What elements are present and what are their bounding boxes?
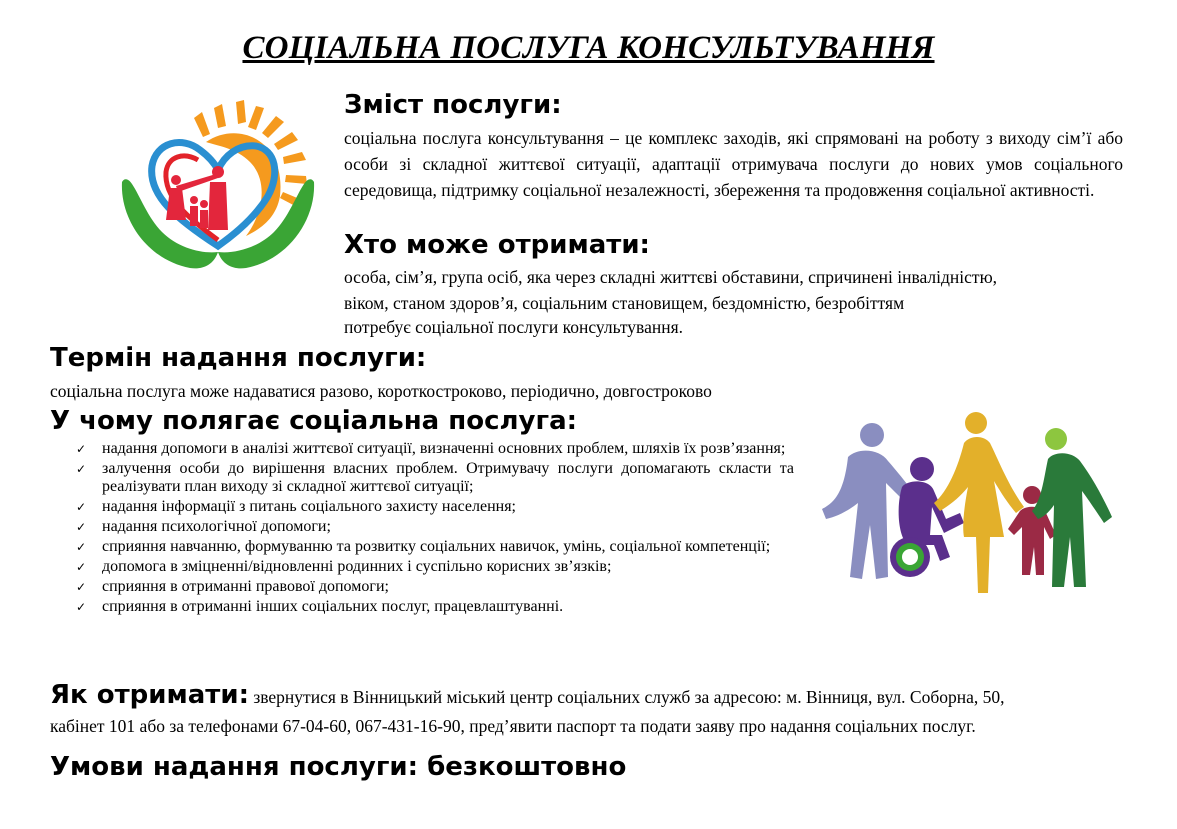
check-mark-icon: ✓ (76, 600, 87, 614)
list-item: ✓ сприяння в отриманні правової допомоги; (76, 578, 389, 595)
conditions-heading: Умови надання послуги: безкоштовно (50, 752, 627, 782)
who-heading: Хто може отримати: (344, 230, 650, 260)
check-mark-icon: ✓ (76, 580, 87, 594)
check-mark-icon: ✓ (76, 520, 87, 534)
list-item: ✓ надання допомоги в аналізі життєвої ситуації, визначенні основних проблем, шляхів їх розв’язання; (76, 440, 786, 457)
content-heading: Зміст послуги: (344, 90, 562, 120)
check-mark-icon: ✓ (76, 442, 87, 456)
term-text: соціальна послуга може надаватися разово, короткостроково, періодично, довгостроково (50, 381, 712, 401)
wheelchair-person (890, 457, 964, 577)
list-item: ✓ сприяння навчанню, формуванню та розвитку соціальних навичок, умінь, соціальної компетенції; (76, 538, 771, 555)
term-heading: Термін надання послуги: (50, 343, 427, 373)
how-heading: Як отримати: (50, 680, 249, 710)
list-item: ✓ надання інформації з питань соціального захисту населення; (76, 498, 516, 515)
list-item: ✓ сприяння в отриманні інших соціальних послуг, працевлаштуванні. (76, 598, 564, 615)
check-mark-icon: ✓ (76, 462, 87, 476)
who-text-line2: віком, станом здоров’я, соціальним становищем, бездомністю, безробіттям (344, 293, 905, 313)
list-item: ✓ допомога в зміцненні/відновленні родинних і суспільно корисних зв’язків; (76, 558, 612, 575)
services-list (50, 440, 794, 618)
who-text-line3: потребує соціальної послуги консультування. (344, 317, 684, 337)
what-heading: У чому полягає соціальна послуга: (50, 406, 578, 436)
check-mark-icon: ✓ (76, 540, 87, 554)
diverse-people-group-illustration (818, 407, 1114, 597)
page-title: СОЦІАЛЬНА ПОСЛУГА КОНСУЛЬТУВАННЯ (242, 30, 935, 66)
check-mark-icon: ✓ (76, 560, 87, 574)
who-text-line1: особа, сім’я, група осіб, яка через складні життєві обставини, спричинені інвалідністю, (344, 267, 998, 287)
list-item: ✓ залучення особи до вирішення власних проблем. Отримувачу послуги допомагають скласти та реалізувати план виходу зі складної життєвої ситуації; (76, 460, 794, 495)
yellow-woman (934, 412, 1024, 593)
check-mark-icon: ✓ (76, 500, 87, 514)
how-text-line2: кабінет 101 або за телефонами 67-04-60, 067-431-16-90, пред’явити паспорт та подати заяву про надання соціальних послуг. (50, 716, 976, 736)
how-line1 (50, 680, 1005, 710)
list-item: ✓ надання психологічної допомоги; (76, 518, 331, 535)
family-figures (166, 166, 228, 230)
content-text: соціальна послуга консультування – це комплекс заходів, які спрямовані на роботу з виходу сім’ї або особи зі складної життєвої ситуації, адаптації отримувача послуги до нових умов соціального середовища, підтримку соціальної незалежності, збереження та продовження соціальної активності. (344, 128, 1123, 200)
how-text-line1: звернутися в Вінницький міський центр соціальних служб за адресою: м. Вінниця, вул. Соборна, 50, (253, 687, 1005, 707)
family-heart-hands-sun-logo (118, 100, 322, 276)
